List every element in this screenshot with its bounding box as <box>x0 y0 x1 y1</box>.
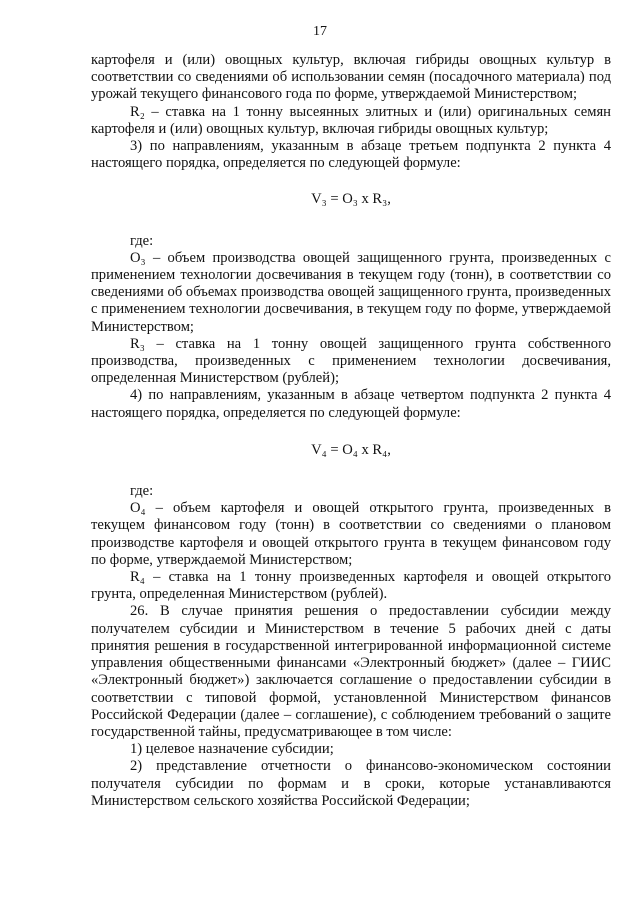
paragraph-r2-definition: R₂ – ставка на 1 тонну высеянных элитных и (или) оригинальных семян картофеля и (или) овощных культур, включая гибриды овощных культур; <box>91 103 611 137</box>
formula-v3: V₃ = O₃ x R₃, <box>311 191 391 208</box>
where-label-3: где: <box>130 232 154 249</box>
paragraph-subitem-2: 2) представление отчетности о финансово-экономическом состоянии получателя субсидии по формам и в сроки, которые устанавливаются Министерством сельского хозяйства Российской Федерации; <box>91 758 611 809</box>
paragraph-r3-definition: R₃ – ставка на 1 тонну овощей защищенного грунта собственного производства, произведенных с применением технологии досвечивания, определенная Министерством (рублей); <box>91 335 611 387</box>
paragraph-o3-definition: O₃ – объем производства овощей защищенного грунта, произведенных с применением технологии досвечивания в текущем году (тонн), в соответствии со сведениями об объемах производства овощей защищенного грунта, произведенных с применением технологии досвечивания, в текущем году по форме, утверждаемой Министерством; <box>91 249 611 335</box>
paragraph-item-3: 3) по направлениям, указанным в абзаце третьем подпункта 2 пункта 4 настоящего порядка, определяется по следующей формуле: <box>91 138 611 172</box>
paragraph-item-4: 4) по направлениям, указанным в абзаце четвертом подпункта 2 пункта 4 настоящего порядка, определяется по следующей формуле: <box>91 387 611 421</box>
paragraph-o4-definition: O₄ – объем картофеля и овощей открытого грунта, произведенных в текущем финансовом году (тонн) в соответствии со сведениями о плановом производстве картофеля и овощей открытого грунта в текущем финансовом году по форме, утверждаемой Министерством; <box>91 500 611 568</box>
where-label-4: где: <box>130 483 154 500</box>
paragraph-subitem-1: 1) целевое назначение субсидии; <box>130 741 334 758</box>
formula-v4: V₄ = O₄ x R₄, <box>311 441 391 458</box>
paragraph-continuation: картофеля и (или) овощных культур, включая гибриды овощных культур в соответствии со сведениями об использовании семян (посадочного материала) под урожай текущего финансового года по форме, утверждаемой Министерством; <box>91 52 611 103</box>
page-number: 17 <box>313 24 327 39</box>
paragraph-r4-definition: R₄ – ставка на 1 тонну произведенных картофеля и овощей открытого грунта, определенная Министерством (рублей). <box>91 569 611 603</box>
document-body <box>91 52 611 810</box>
paragraph-item-26: 26. В случае принятия решения о предоставлении субсидии между получателем субсидии и Министерством в течение 5 рабочих дней с даты принятия решения в государственной интегрированной информационной системе управления общественными финансами «Электронный бюджет» (далее – ГИИС «Электронный бюджет») заключается соглашение о предоставлении субсидии в соответствии с типовой формой, установленной Министерством финансов Российской Федерации (далее – соглашение), с соблюдением требований о защите государственной тайны, предусматривающее в том числе: <box>91 603 611 740</box>
